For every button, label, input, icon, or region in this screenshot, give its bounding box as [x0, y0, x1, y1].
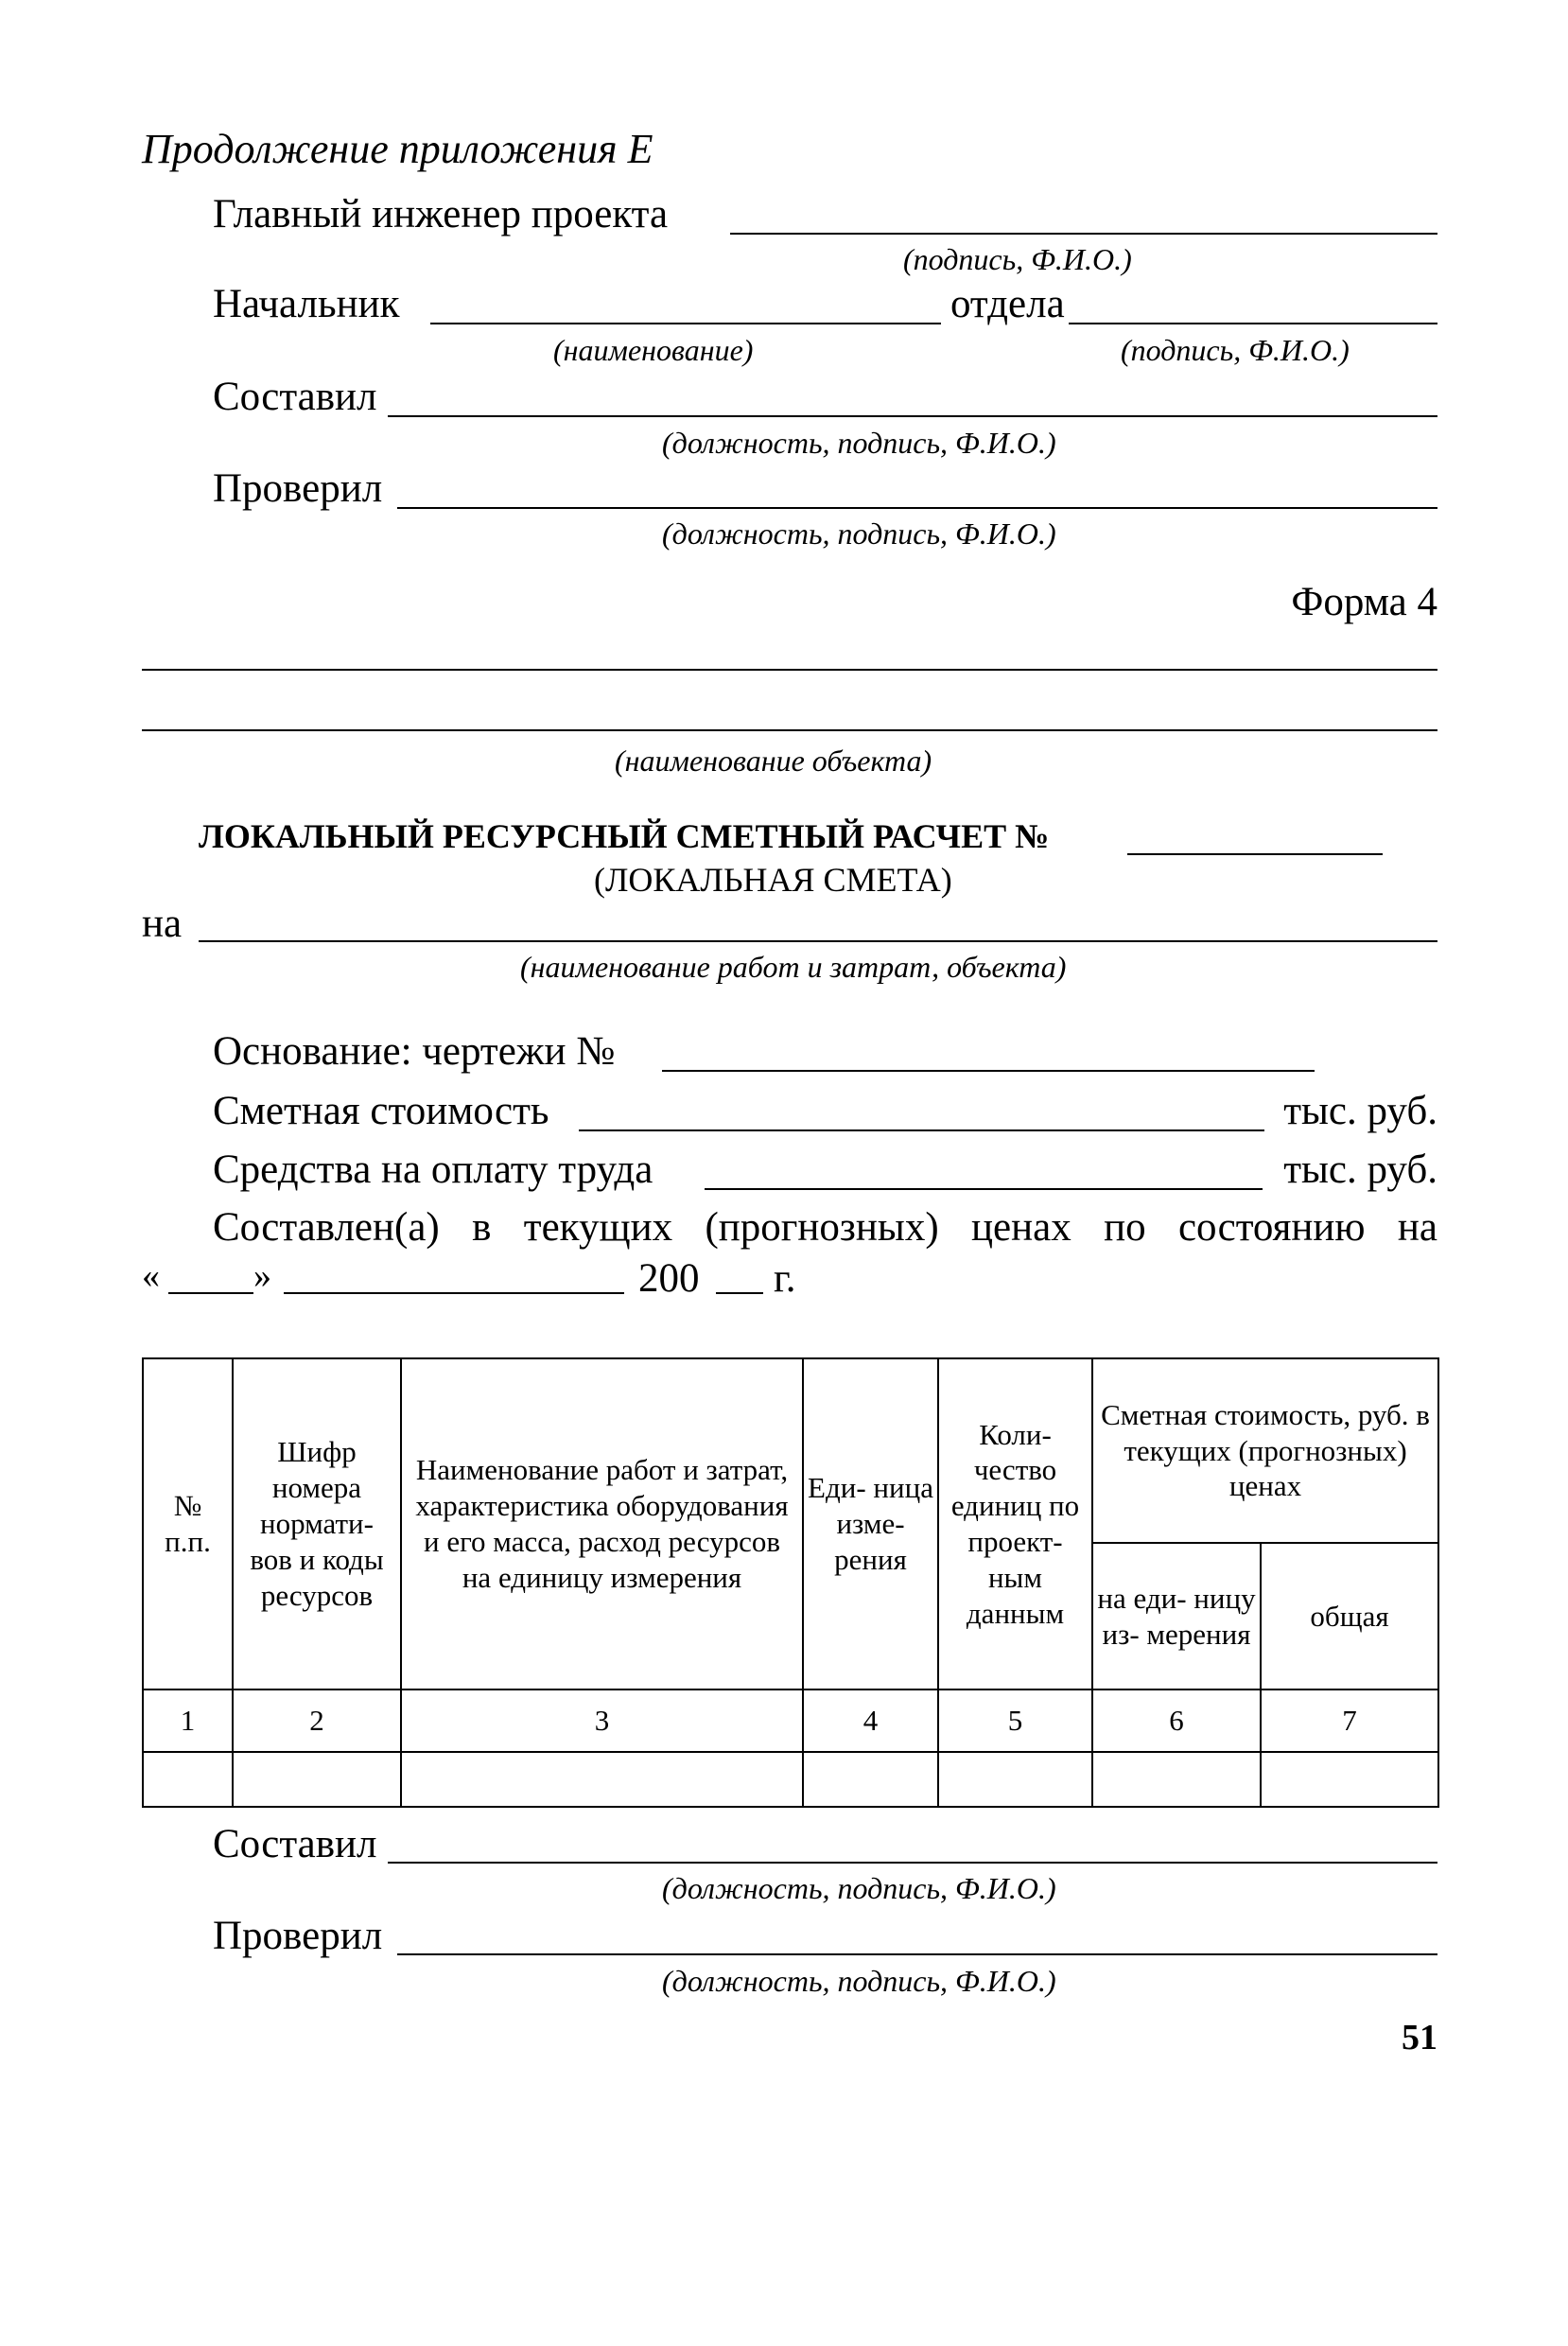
chief-engineer-label: Главный инженер проекта — [213, 192, 669, 236]
labor-label: Средства на оплату труда — [213, 1147, 653, 1192]
column-number: 1 — [143, 1689, 233, 1752]
work-name-line[interactable] — [199, 940, 1437, 942]
compiled-label: Составил — [213, 375, 377, 419]
head-signature-line[interactable] — [1069, 323, 1437, 324]
column-number: 4 — [803, 1689, 938, 1752]
header-unit: Еди- ница изме- рения — [803, 1358, 938, 1689]
quote-close: » — [253, 1256, 271, 1296]
cost-value-line[interactable] — [579, 1129, 1264, 1131]
empty-cell[interactable] — [233, 1752, 401, 1807]
drawings-number-line[interactable] — [662, 1070, 1315, 1072]
header-name: Наименование работ и затрат, характеристика оборудования и его масса, расход ресурсов на единицу измерения — [401, 1358, 803, 1689]
on-label: на — [142, 902, 183, 946]
quote-open: « — [142, 1256, 160, 1296]
work-name-caption: (наименование работ и затрат, объекта) — [520, 950, 1067, 984]
column-number: 5 — [938, 1689, 1092, 1752]
page-number: 51 — [1402, 2018, 1437, 2057]
column-number: 2 — [233, 1689, 401, 1752]
drawings-label: Основание: чертежи № — [213, 1029, 616, 1074]
prices-date-text: Составлен(а) в текущих (прогнозных) ценах по состоянию на — [213, 1205, 1437, 1250]
checked-signature-line[interactable] — [397, 507, 1437, 509]
empty-cell[interactable] — [143, 1752, 233, 1807]
object-name-line-2[interactable] — [142, 729, 1437, 731]
column-number: 6 — [1092, 1689, 1261, 1752]
header-cost-group: Сметная стоимость, руб. в текущих (прогнозных) ценах — [1092, 1358, 1438, 1543]
bottom-checked-label: Проверил — [213, 1914, 383, 1958]
compiled-caption: (должность, подпись, Ф.И.О.) — [662, 426, 1056, 460]
empty-cell[interactable] — [1261, 1752, 1438, 1807]
department-name-caption: (наименование) — [553, 333, 754, 367]
labor-value-line[interactable] — [705, 1188, 1263, 1190]
empty-cell[interactable] — [938, 1752, 1092, 1807]
year-suffix: г. — [774, 1256, 796, 1301]
cost-label: Сметная стоимость — [213, 1089, 549, 1133]
checked-caption: (должность, подпись, Ф.И.О.) — [662, 516, 1056, 551]
column-numbers-row — [143, 1689, 1438, 1752]
chief-engineer-signature-line[interactable] — [730, 233, 1437, 235]
year-line[interactable] — [716, 1292, 763, 1294]
head-label: Начальник — [213, 282, 400, 326]
bottom-checked-signature-line[interactable] — [397, 1953, 1437, 1955]
department-word: отдела — [950, 282, 1065, 326]
estimate-title: ЛОКАЛЬНЫЙ РЕСУРСНЫЙ СМЕТНЫЙ РАСЧЕТ № — [199, 817, 1050, 855]
column-number: 3 — [401, 1689, 803, 1752]
empty-cell[interactable] — [1092, 1752, 1261, 1807]
header-per-unit: на еди- ницу из- мерения — [1092, 1543, 1261, 1689]
compiled-signature-line[interactable] — [388, 415, 1437, 417]
head-signature-caption: (подпись, Ф.И.О.) — [1121, 333, 1350, 367]
cost-unit: тыс. руб. — [1283, 1089, 1437, 1133]
table-empty-row — [143, 1752, 1438, 1807]
day-line[interactable] — [168, 1292, 253, 1294]
header-num: № п.п. — [143, 1358, 233, 1689]
bottom-checked-caption: (должность, подпись, Ф.И.О.) — [662, 1964, 1056, 1998]
month-line[interactable] — [284, 1292, 624, 1294]
header-code: Шифр номера нормати- вов и коды ресурсов — [233, 1358, 401, 1689]
bottom-compiled-label: Составил — [213, 1822, 377, 1866]
bottom-compiled-signature-line[interactable] — [388, 1862, 1437, 1864]
table-header-row — [143, 1358, 1438, 1543]
continuation-header: Продолжение приложения Е — [142, 126, 653, 172]
object-name-line-1[interactable] — [142, 669, 1437, 671]
bottom-compiled-caption: (должность, подпись, Ф.И.О.) — [662, 1871, 1056, 1905]
empty-cell[interactable] — [401, 1752, 803, 1807]
checked-label: Проверил — [213, 466, 383, 511]
labor-unit: тыс. руб. — [1283, 1147, 1437, 1192]
chief-engineer-caption: (подпись, Ф.И.О.) — [903, 242, 1132, 276]
form-label: Форма 4 — [1291, 580, 1437, 624]
object-caption: (наименование объекта) — [615, 744, 932, 778]
empty-cell[interactable] — [803, 1752, 938, 1807]
estimate-table — [142, 1357, 1439, 1808]
estimate-number-line[interactable] — [1127, 853, 1383, 855]
estimate-subtitle: (ЛОКАЛЬНАЯ СМЕТА) — [594, 861, 952, 899]
column-number: 7 — [1261, 1689, 1438, 1752]
header-total: общая — [1261, 1543, 1438, 1689]
year-prefix: 200 — [638, 1256, 700, 1301]
department-name-line[interactable] — [430, 323, 941, 324]
header-qty: Коли- чество единиц по проект- ным данным — [938, 1358, 1092, 1689]
